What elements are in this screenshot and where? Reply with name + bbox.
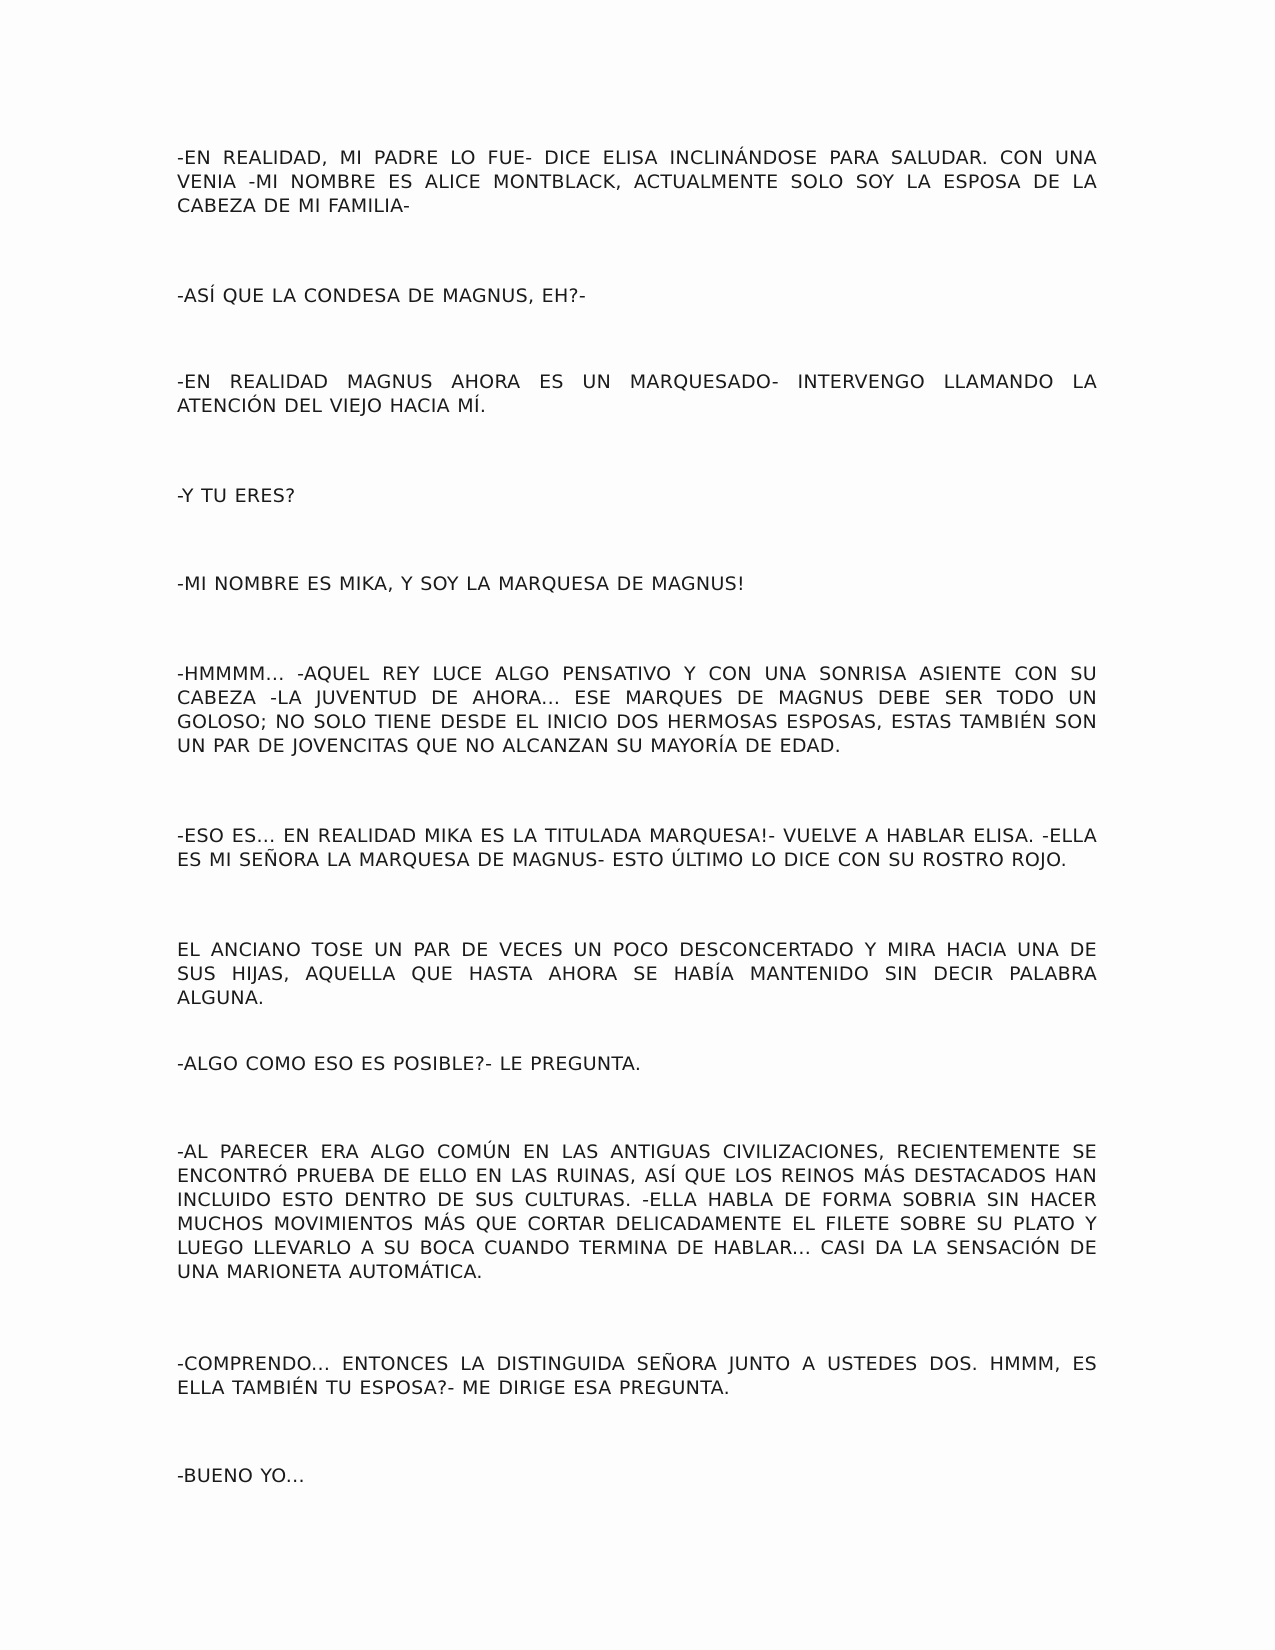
paragraph-12: -BUENO YO...	[177, 1465, 305, 1487]
paragraph-3: -EN REALIDAD MAGNUS AHORA ES UN MARQUESADO- INTERVENGO LLAMANDO LA ATENCIÓN DEL VIEJO HACIA MÍ.	[177, 371, 1097, 417]
paragraph-7: -ESO ES... EN REALIDAD MIKA ES LA TITULADA MARQUESA!- VUELVE A HABLAR ELISA. -ELLA ES MI SEÑORA LA MARQUESA DE MAGNUS- ESTO ÚLTIMO LO DICE CON SU ROSTRO ROJO.	[177, 825, 1097, 871]
paragraph-4: -Y TU ERES?	[177, 485, 296, 507]
paragraph-8: EL ANCIANO TOSE UN PAR DE VECES UN POCO DESCONCERTADO Y MIRA HACIA UNA DE SUS HIJAS, AQUELLA QUE HASTA AHORA SE HABÍA MANTENIDO SIN DECIR PALABRA ALGUNA.	[177, 939, 1097, 1009]
paragraph-1: -EN REALIDAD, MI PADRE LO FUE- DICE ELISA INCLINÁNDOSE PARA SALUDAR. CON UNA VENIA -MI NOMBRE ES ALICE MONTBLACK, ACTUALMENTE SOLO SOY LA ESPOSA DE LA CABEZA DE MI FAMILIA-	[177, 147, 1097, 217]
paragraph-5: -MI NOMBRE ES MIKA, Y SOY LA MARQUESA DE MAGNUS!	[177, 573, 745, 595]
paragraph-2: -ASÍ QUE LA CONDESA DE MAGNUS, EH?-	[177, 285, 587, 307]
paragraph-10: -AL PARECER ERA ALGO COMÚN EN LAS ANTIGUAS CIVILIZACIONES, RECIENTEMENTE SE ENCONTRÓ PRUEBA DE ELLO EN LAS RUINAS, ASÍ QUE LOS REINOS MÁS DESTACADOS HAN INCLUIDO ESTO DENTRO DE SUS CULTURAS. -ELLA HABLA DE FORMA SOBRIA SIN HACER MUCHOS MOVIMIENTOS MÁS QUE CORTAR DELICADAMENTE EL FILETE SOBRE SU PLATO Y LUEGO LLEVARLO A SU BOCA CUANDO TERMINA DE HABLAR... CASI DA LA SENSACIÓN DE UNA MARIONETA AUTOMÁTICA.	[177, 1141, 1097, 1283]
paragraph-9: -ALGO COMO ESO ES POSIBLE?- LE PREGUNTA.	[177, 1053, 642, 1075]
paragraph-6: -HMMMM... -AQUEL REY LUCE ALGO PENSATIVO Y CON UNA SONRISA ASIENTE CON SU CABEZA -LA JUVENTUD DE AHORA... ESE MARQUES DE MAGNUS DEBE SER TODO UN GOLOSO; NO SOLO TIENE DESDE EL INICIO DOS HERMOSAS ESPOSAS, ESTAS TAMBIÉN SON UN PAR DE JOVENCITAS QUE NO ALCANZAN SU MAYORÍA DE EDAD.	[177, 663, 1097, 757]
paragraph-11: -COMPRENDO... ENTONCES LA DISTINGUIDA SEÑORA JUNTO A USTEDES DOS. HMMM, ES ELLA TAMBIÉN TU ESPOSA?- ME DIRIGE ESA PREGUNTA.	[177, 1353, 1097, 1399]
